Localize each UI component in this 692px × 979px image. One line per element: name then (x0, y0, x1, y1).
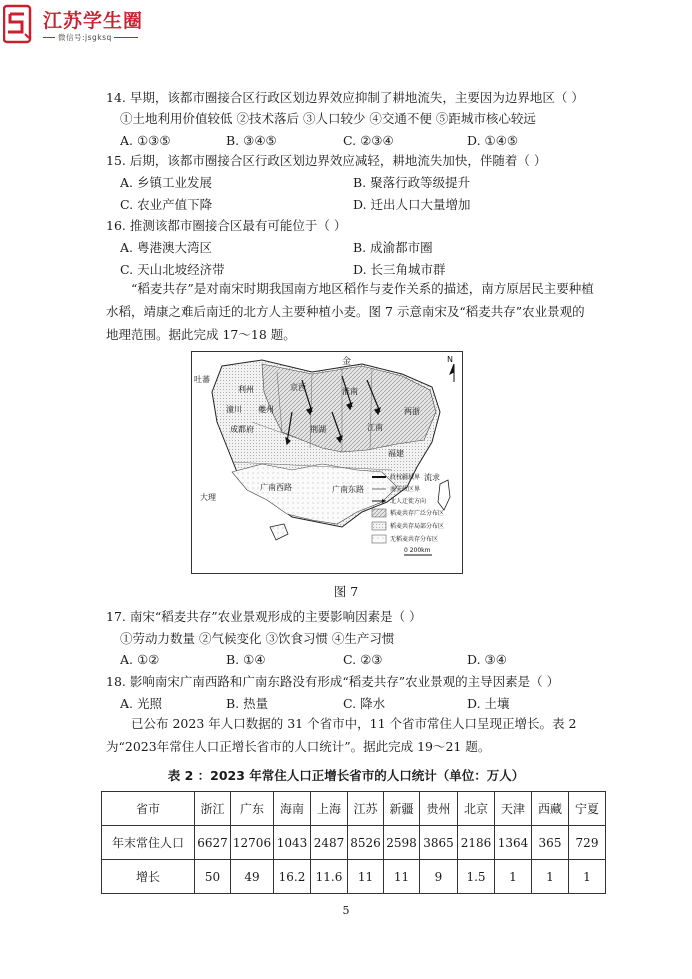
table-cell: 6627 (195, 826, 231, 860)
table-cell: 9 (420, 860, 458, 894)
q17-option-c: C. ②③ (343, 652, 383, 667)
map-label-dali: 大理 (200, 493, 216, 502)
header-cell: 天津 (495, 792, 532, 826)
table-cell: 1043 (274, 826, 311, 860)
passage-rice-wheat: “稻麦共存”是对南宋时期我国南方地区稻作与麦作关系的描述，南方原居民主要种植水稻，靖康之难后南迁的北方人主要种植小麦。图 7 示意南宋及“稻麦共存”农业景观的地理范围。据此完成 17～18 题。 (106, 281, 594, 342)
q17-option-a: A. ①② (120, 652, 160, 667)
figure-caption: 图 7 (333, 584, 359, 599)
legend-wide: 稻麦共存广泛分布区 (390, 510, 445, 517)
table-cell: 49 (231, 860, 274, 894)
header-cell: 浙江 (195, 792, 231, 826)
header-cell: 北京 (458, 792, 495, 826)
table-cell: 729 (569, 826, 606, 860)
wechat-id: 微信号:jsgksq (58, 33, 112, 42)
passage-population: 已公布 2023 年人口数据的 31 个省市中，11 个省市常住人口呈现正增长。表 2 为“2023年常住人口正增长省市的人口统计”。据此完成 19～21 题。 (106, 716, 577, 754)
table-cell: 年末常住人口 (102, 826, 195, 860)
q14-sub: ①土地利用价值较低 ②技术落后 ③人口较少 ④交通不便 ⑤距城市核心较远 (120, 111, 536, 126)
q15-option-b: B. 聚落行政等级提升 (353, 175, 471, 190)
legend-admin-boundary: 政权疆域界 (390, 474, 421, 481)
q14-option-d: D. ①④⑤ (467, 133, 519, 148)
map-label-huainan: 淮南 (342, 387, 358, 396)
map-north-label: N (447, 355, 453, 364)
table-cell: 365 (532, 826, 569, 860)
map-label-kuizhou: 夔州 (258, 405, 274, 414)
header-rule (114, 37, 138, 38)
table-caption: 表 2 ：2023 年常住人口正增长省市的人口统计（单位：万人） (167, 768, 525, 783)
header-cell: 省市 (102, 792, 195, 826)
table-cell: 2186 (458, 826, 495, 860)
table-cell: 2598 (384, 826, 420, 860)
q15-option-d: D. 迁出人口大量增加 (353, 197, 471, 212)
table-header-row (102, 792, 606, 826)
header-cell: 贵州 (420, 792, 458, 826)
table-cell: 50 (195, 860, 231, 894)
table-cell: 增长 (102, 860, 195, 894)
liuqiu-island (438, 480, 450, 510)
table-row (102, 860, 606, 894)
table-cell: 1364 (495, 826, 532, 860)
map-label-lizhou: 利州 (238, 385, 254, 394)
q18-stem: 18. 影响南宋广南西路和广南东路没有形成“稻麦共存”农业景观的主导因素是（ ） (106, 674, 560, 689)
north-arrow-icon (450, 364, 454, 382)
table-cell: 8526 (348, 826, 384, 860)
q18-option-d: D. 土壤 (467, 696, 510, 711)
map-label-guangnanxi: 广南西路 (260, 483, 292, 492)
table-cell: 1 (495, 860, 532, 894)
map-label-jingxi: 京西 (290, 383, 306, 392)
q16-stem: 16. 推测该都市圈接合区最有可能位于（ ） (106, 218, 347, 233)
brand-name: 江苏学生圈 (43, 10, 144, 32)
table-cell: 16.2 (274, 860, 311, 894)
table-cell: 11 (348, 860, 384, 894)
table-cell: 12706 (231, 826, 274, 860)
header-cell: 西藏 (532, 792, 569, 826)
q14-stem: 14. 早期，该都市圈接合区行政区划边界效应抑制了耕地流失，主要因为边界地区（ ） (106, 90, 584, 105)
legend-none: 无稻麦共存分布区 (390, 536, 439, 543)
map-figure-7 (191, 351, 463, 574)
table-cell: 2487 (311, 826, 348, 860)
q18-option-c: C. 降水 (343, 696, 386, 711)
map-label-jin: 金 (342, 357, 352, 367)
header-cell: 宁夏 (569, 792, 606, 826)
page-number: 5 (342, 904, 350, 917)
table-cell: 11.6 (311, 860, 348, 894)
q15-option-c: C. 农业产值下降 (120, 197, 213, 212)
header-cell: 新疆 (384, 792, 420, 826)
q14-option-c: C. ②③④ (343, 133, 394, 148)
map-label-jiangnan: 江南 (367, 423, 383, 432)
q14-option-b: B. ③④⑤ (226, 133, 277, 148)
header-cell: 上海 (311, 792, 348, 826)
q15-option-a: A. 乡镇工业发展 (120, 175, 212, 190)
header-cell: 广东 (231, 792, 274, 826)
q17-option-b: B. ①④ (226, 652, 266, 667)
q17-option-d: D. ③④ (467, 652, 507, 667)
map-label-jinghu: 荆湖 (310, 425, 326, 434)
table-cell: 11 (384, 860, 420, 894)
map-scale-bar: 0 200km (404, 547, 431, 554)
table-cell: 1.5 (458, 860, 495, 894)
table-cell: 1 (569, 860, 606, 894)
table-cell: 3865 (420, 826, 458, 860)
legend-migration: 北人迁徙方向 (390, 498, 427, 505)
map-label-guangnandong: 广南东路 (332, 485, 364, 494)
map-label-tongchuan: 潼川 (226, 405, 242, 414)
table-cell: 1 (532, 860, 569, 894)
q15-stem: 15. 后期，该都市圈接合区行政区划边界效应减轻，耕地流失加快，伴随着（ ） (106, 153, 547, 168)
population-table (101, 791, 606, 894)
header-cell: 海南 (274, 792, 311, 826)
map-label-liuqiu: 流求 (424, 473, 440, 482)
map-label-tubo: 吐蕃 (194, 375, 210, 384)
q16-option-b: B. 成渝都市圈 (353, 240, 433, 255)
q16-option-d: D. 长三角城市群 (353, 262, 446, 277)
legend-partial: 稻麦共存局部分布区 (390, 523, 445, 530)
logo-icon (3, 4, 33, 44)
header-rule (43, 37, 55, 38)
q18-option-a: A. 光照 (120, 696, 162, 711)
legend-route-boundary: 南宋政区界 (390, 486, 421, 493)
hainan-island (270, 524, 288, 540)
map-label-fujian: 福建 (388, 449, 404, 458)
map-label-chengdu: 成都府 (230, 425, 254, 434)
q14-option-a: A. ①③⑤ (120, 133, 171, 148)
q16-option-c: C. 天山北坡经济带 (120, 262, 225, 277)
q17-stem: 17. 南宋“稻麦共存”农业景观形成的主要影响因素是（ ） (106, 609, 422, 624)
map-label-liangzhe: 两浙 (404, 407, 420, 416)
q17-sub: ①劳动力数量 ②气候变化 ③饮食习惯 ④生产习惯 (120, 631, 395, 646)
southern-song-map (192, 352, 462, 573)
header-cell: 江苏 (348, 792, 384, 826)
q16-option-a: A. 粤港澳大湾区 (120, 240, 212, 255)
q18-option-b: B. 热量 (226, 696, 269, 711)
table-row (102, 826, 606, 860)
